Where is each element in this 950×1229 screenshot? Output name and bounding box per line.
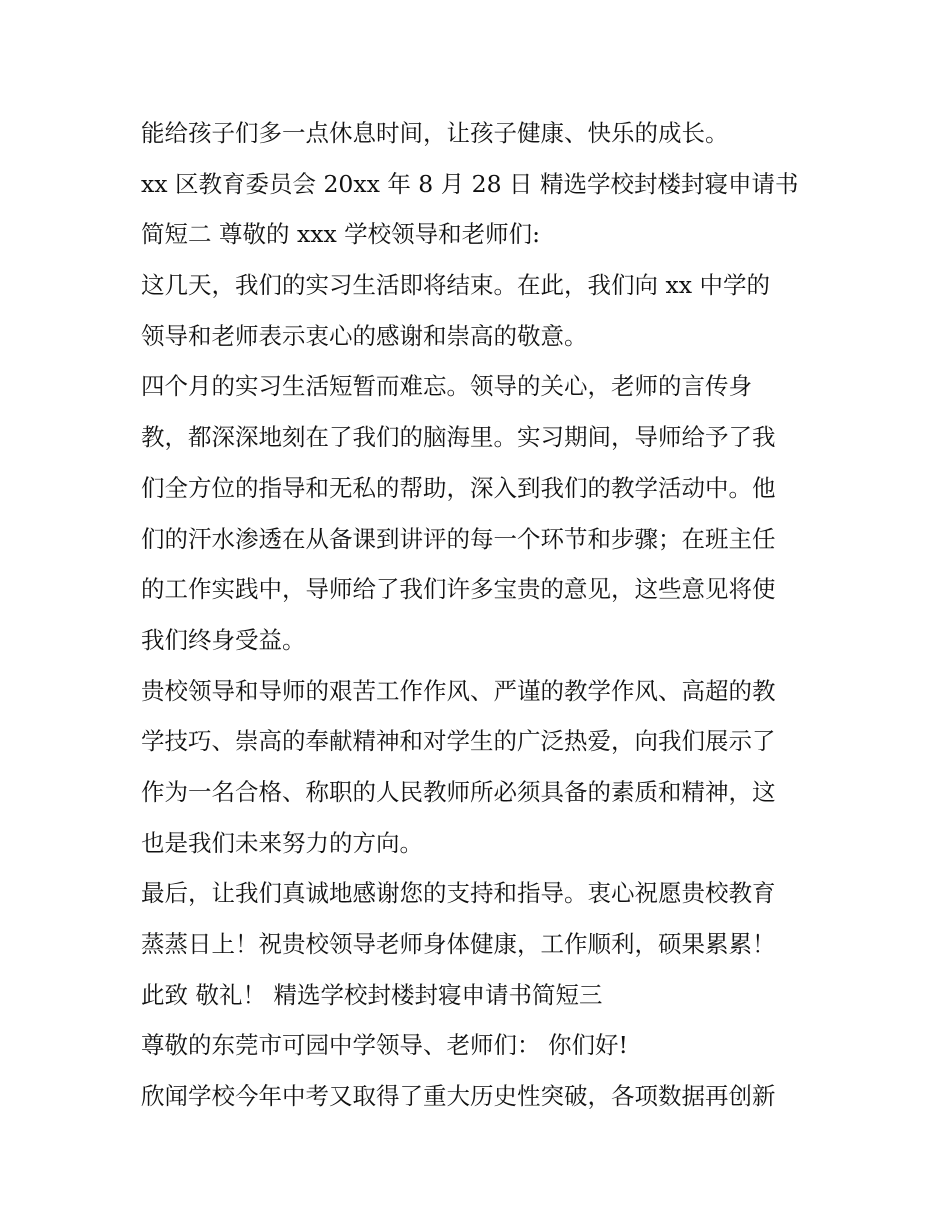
- text-line: 作为一名合格、称职的人民教师所必须具备的素质和精神，这: [141, 777, 776, 806]
- text-line: 简短二 尊敬的 xxx 学校领导和老师们:: [141, 220, 541, 249]
- text-line: 贵校领导和导师的艰苦工作作风、严谨的教学作风、高超的教: [141, 676, 776, 705]
- text-line: xx 区教育委员会 20xx 年 8 月 28 日 精选学校封楼封寝申请书: [141, 169, 799, 198]
- text-line: 学技巧、崇高的奉献精神和对学生的广泛热爱，向我们展示了: [141, 727, 776, 756]
- text-line: 这几天，我们的实习生活即将结束。在此，我们向 xx 中学的: [141, 271, 770, 300]
- text-line: 欣闻学校今年中考又取得了重大历史性突破，各项数据再创新: [141, 1082, 776, 1111]
- text-line: 的工作实践中，导师给了我们许多宝贵的意见，这些意见将使: [141, 575, 776, 604]
- text-line: 领导和老师表示衷心的感谢和崇高的敬意。: [141, 321, 588, 350]
- text-line: 能给孩子们多一点休息时间，让孩子健康、快乐的成长。: [141, 119, 729, 147]
- document-body-text: [141, 108, 821, 1122]
- text-line: 教，都深深地刻在了我们的脑海里。实习期间，导师给予了我: [141, 423, 776, 452]
- text-line: 四个月的实习生活短暂而难忘。领导的关心，老师的言传身: [141, 372, 752, 401]
- text-line: 此致 敬礼！ 精选学校封楼封寝申请书简短三: [141, 980, 603, 1009]
- text-line: 蒸蒸日上！祝贵校领导老师身体健康，工作顺利，硕果累累！: [141, 930, 776, 958]
- text-line: 们全方位的指导和无私的帮助，深入到我们的教学活动中。他: [141, 473, 776, 502]
- text-line: 们的汗水渗透在从备课到讲评的每一个环节和步骤；在班主任: [141, 524, 776, 553]
- text-line: 最后，让我们真诚地感谢您的支持和指导。衷心祝愿贵校教育: [141, 879, 776, 908]
- text-line: 我们终身受益。: [141, 625, 306, 654]
- text-line: 尊敬的东莞市可园中学领导、老师们： 你们好!: [141, 1031, 628, 1060]
- text-line: 也是我们未来努力的方向。: [141, 828, 423, 857]
